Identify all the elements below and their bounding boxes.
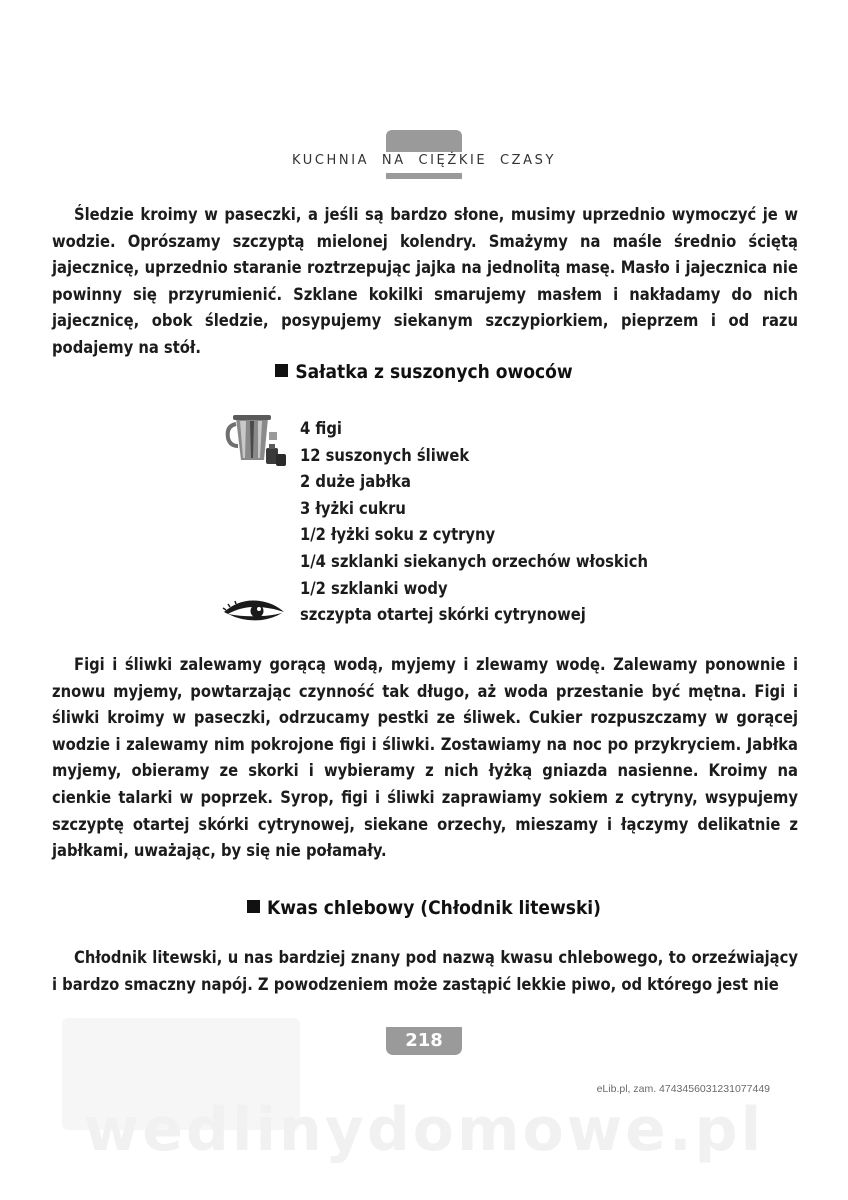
salad-instructions: Figi i śliwki zalewamy gorącą wodą, myjemy i zlewamy wodę. Zalewamy ponownie i znowu myjemy, powtarzając czynność tak długo, aż woda przestanie być mętna. Figi i śliwki kroimy w paseczki, odrzucamy pestki ze śliwek. Cukier rozpuszczamy w gorącej wodzie i zalewamy nim pokrojone figi i śliwki. Zostawiamy na noc po przykryciem. Jabłka myjemy, obieramy ze skorki i wybieramy z nich łyżką gniazda nasienne. Kroimy na cienkie talarki w poprzek. Syrop, figi i śliwki zaprawiamy sokiem z cytryny, wsypujemy szczyptę otartej skórki cytrynowej, siekane orzechy, mieszamy i łączymy delikatnie z jabłkami, uważając, by się nie połamały. — [52, 655, 798, 861]
header-tab-marker — [386, 130, 462, 152]
recipe-heading-salad: Sałatka z suszonych owoców — [0, 361, 848, 383]
intro-paragraph: Śledzie kroimy w paseczki, a jeśli są bardzo słone, musimy uprzednio wymoczyć je w wodzie. Oprószamy szczyptą mielonej kolendry. Smażymy na maśle średnio ściętą jajecznicę, uprzednio staranie roztrzepując jajka na jednolitą masę. Masło i jajecznica nie powinny się przyrumienić. Szklane kokilki smarujemy masłem i nakładamy do nich jajecznicę, obok śledzie, posypujemy siekanym szczypiorkiem, pieprzem i od razu podajemy na stół. — [52, 205, 798, 357]
bullet-square-icon — [275, 364, 288, 377]
list-item: 1/4 szklanki siekanych orzechów włoskich — [300, 551, 648, 571]
list-item: 12 suszonych śliwek — [300, 445, 470, 465]
header-underline-marker — [386, 173, 462, 179]
elib-order-stamp: eLib.pl, zam. 4743456031231077449 — [596, 1083, 770, 1095]
running-header — [0, 130, 848, 182]
book-title: KUCHNIA NA CIĘŻKIE CZASY — [291, 153, 557, 168]
ingredient-list — [300, 416, 648, 629]
list-item: 3 łyżki cukru — [300, 498, 406, 518]
list-item: 1/2 szklanki wody — [300, 578, 448, 598]
watermark: wedlinydomowe.pl — [83, 1095, 765, 1165]
list-item: 1/2 łyżki soku z cytryny — [300, 525, 496, 545]
kitchen-utensils-icon — [222, 410, 288, 470]
list-item: 4 figi — [300, 419, 342, 438]
bullet-square-icon — [247, 900, 260, 913]
list-item: 2 duże jabłka — [300, 472, 411, 492]
page-number: 218 — [386, 1027, 462, 1055]
recipe-heading-kvass: Kwas chlebowy (Chłodnik litewski) — [0, 897, 848, 919]
kvass-intro-paragraph: Chłodnik litewski, u nas bardziej znany pod nazwą kwasu chlebowego, to orzeźwiający i bardzo smaczny napój. Z powodzeniem może zastąpić lekkie piwo, od którego jest nie — [52, 948, 798, 994]
eye-icon — [222, 598, 286, 624]
list-item: szczypta otartej skórki cytrynowej — [300, 605, 586, 625]
